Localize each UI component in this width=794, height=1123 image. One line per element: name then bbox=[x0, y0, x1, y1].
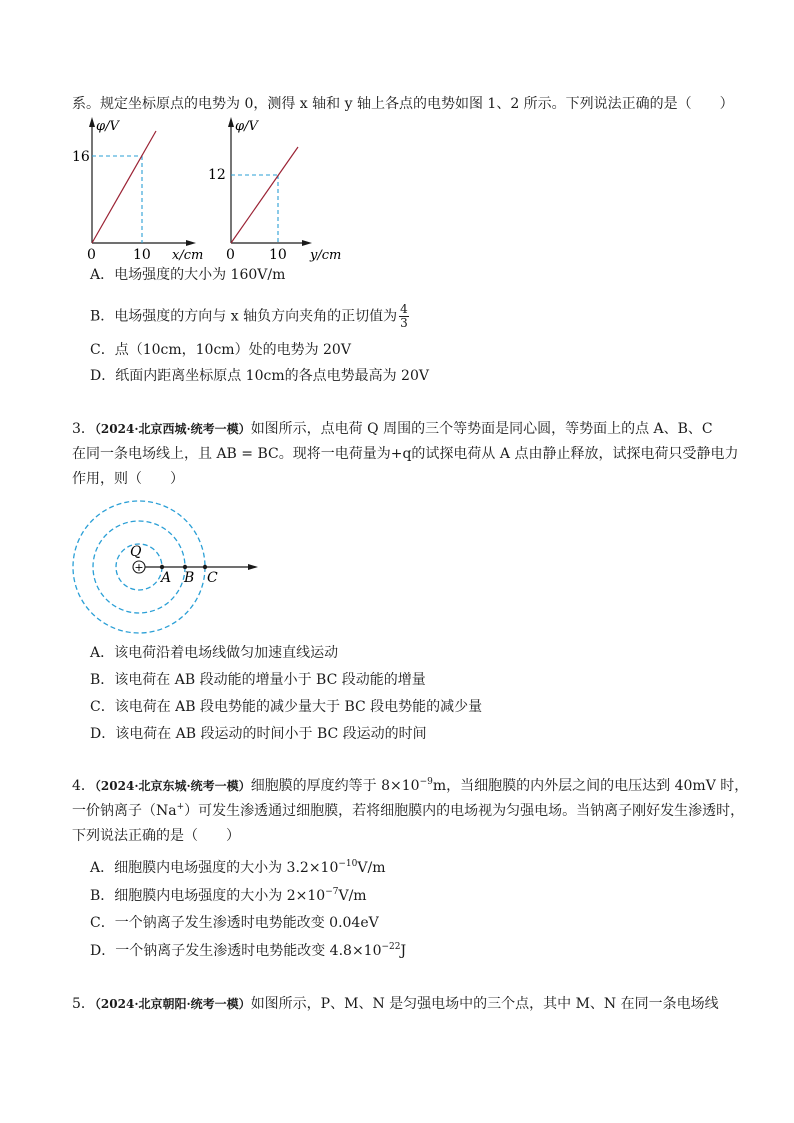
graph-2-potential-line bbox=[231, 147, 298, 243]
point-charge-sign: + bbox=[134, 561, 144, 574]
graph-2-y-tick: 12 bbox=[208, 167, 226, 183]
q3-text-1: 如图所示，点电荷 Q 周围的三个等势面是同心圆，等势面上的点 A、B、C bbox=[250, 421, 713, 437]
q4-line-1 bbox=[72, 777, 748, 795]
graph-1-y-tick: 16 bbox=[72, 149, 90, 165]
q4-option-d-exp: −22 bbox=[381, 942, 401, 952]
q4-option-d-pre: D．一个钠离子发生渗透时电势能改变 4.8×10 bbox=[90, 943, 382, 959]
q2-option-a: A．电场强度的大小为 160V/m bbox=[90, 267, 286, 283]
point-c-dot bbox=[203, 565, 207, 569]
graph-1-x-arrow bbox=[186, 240, 196, 246]
q4-option-c: C．一个钠离子发生渗透时电势能改变 0.04eV bbox=[90, 915, 379, 931]
graph-2-x-label: y/cm bbox=[310, 248, 342, 263]
q3-line-2: 在同一条电场线上，且 AB = BC。现将一电荷量为+q的试探电荷从 A 点由静止释放，试探电荷只受静电力 bbox=[72, 446, 739, 462]
q4-text-1b: m，当细胞膜的内外层之间的电压达到 40mV 时， bbox=[432, 778, 749, 794]
q2-option-b-fraction bbox=[399, 303, 409, 330]
q4-source: （2024·北京东城·统考一模） bbox=[94, 779, 251, 793]
graph-1-y-label: φ/V bbox=[96, 119, 119, 134]
graph-2-y-label: φ/V bbox=[235, 119, 258, 134]
q3-option-a: A．该电荷沿着电场线做匀加速直线运动 bbox=[90, 645, 339, 661]
q5-text-1: 如图所示，P、M、N 是匀强电场中的三个点，其中 M、N 在同一条电场线 bbox=[250, 996, 719, 1012]
graph-1-potential-line bbox=[92, 131, 156, 243]
field-line-arrow bbox=[248, 564, 258, 570]
graph-1-y-arrow bbox=[89, 117, 95, 127]
graph-1-x-label: x/cm bbox=[172, 248, 204, 263]
q2-intro: 系。规定坐标原点的电势为 0，测得 x 轴和 y 轴上各点的电势如图 1、2 所示。下列说法正确的是（ ） bbox=[72, 96, 734, 112]
q4-option-b-pre: B．细胞膜内电场强度的大小为 2×10 bbox=[90, 888, 326, 904]
q4-text-2b: ）可发生渗透通过细胞膜，若将细胞膜内的电场视为匀强电场。当钠离子刚好发生渗透时， bbox=[184, 803, 745, 819]
point-a-dot bbox=[160, 565, 164, 569]
point-c-label: C bbox=[207, 570, 218, 586]
q3-number: 3． bbox=[72, 421, 95, 437]
q4-sodium-charge: + bbox=[176, 802, 185, 812]
point-b-dot bbox=[183, 565, 187, 569]
q2-option-d: D．纸面内距离坐标原点 10cm的各点电势最高为 20V bbox=[90, 368, 429, 384]
q4-line-3: 下列说法正确的是（ ） bbox=[72, 828, 240, 844]
q4-option-b bbox=[90, 887, 367, 905]
q4-number: 4． bbox=[72, 778, 95, 794]
q3-option-c: C．该电荷在 AB 段电势能的减少量大于 BC 段电势能的减少量 bbox=[90, 699, 483, 715]
q4-text-1a: 细胞膜的厚度约等于 8×10 bbox=[250, 778, 420, 794]
graph-2-y-arrow bbox=[228, 117, 234, 127]
q4-option-b-post: V/m bbox=[338, 888, 367, 904]
q5-line-1 bbox=[72, 995, 719, 1013]
q2-option-c: C．点（10cm，10cm）处的电势为 20V bbox=[90, 342, 351, 358]
q4-exponent: −9 bbox=[419, 777, 433, 787]
q4-line-2 bbox=[72, 802, 744, 820]
point-charge-label: Q bbox=[130, 544, 142, 560]
graph-2-origin: 0 bbox=[226, 247, 235, 263]
equipotential-figure bbox=[72, 502, 272, 632]
q4-option-d bbox=[90, 942, 406, 960]
q3-source: （2024·北京西城·统考一模） bbox=[94, 422, 251, 436]
fraction-denominator: 3 bbox=[400, 316, 408, 330]
q4-option-a-pre: A．细胞膜内电场强度的大小为 3.2×10 bbox=[90, 860, 339, 876]
point-b-label: B bbox=[184, 570, 195, 586]
q4-option-a-post: V/m bbox=[357, 860, 386, 876]
q4-option-a bbox=[90, 859, 385, 877]
q5-number: 5． bbox=[72, 996, 95, 1012]
graph-1-x-tick: 10 bbox=[133, 247, 151, 263]
graph-2-x-arrow bbox=[302, 240, 312, 246]
q4-text-2a: 一价钠离子（Na bbox=[72, 803, 177, 819]
q4-option-d-post: J bbox=[400, 943, 407, 959]
fraction-numerator: 4 bbox=[400, 302, 408, 316]
graph-2-x-tick: 10 bbox=[269, 247, 287, 263]
q2-option-b bbox=[90, 303, 409, 330]
q3-option-d: D．该电荷在 AB 段运动的时间小于 BC 段运动的时间 bbox=[90, 726, 427, 742]
q4-option-a-exp: −10 bbox=[338, 859, 358, 869]
q3-option-b: B．该电荷在 AB 段动能的增量小于 BC 段动能的增量 bbox=[90, 672, 426, 688]
point-a-label: A bbox=[161, 570, 172, 586]
graph-2 bbox=[200, 115, 460, 265]
q5-source: （2024·北京朝阳·统考一模） bbox=[94, 997, 251, 1011]
q4-option-b-exp: −7 bbox=[325, 887, 339, 897]
q3-line-1 bbox=[72, 420, 713, 438]
q2-option-b-text: B．电场强度的方向与 x 轴负方向夹角的正切值为 bbox=[90, 308, 398, 325]
graph-1-origin: 0 bbox=[87, 247, 96, 263]
q3-line-3: 作用，则（ ） bbox=[72, 471, 184, 487]
